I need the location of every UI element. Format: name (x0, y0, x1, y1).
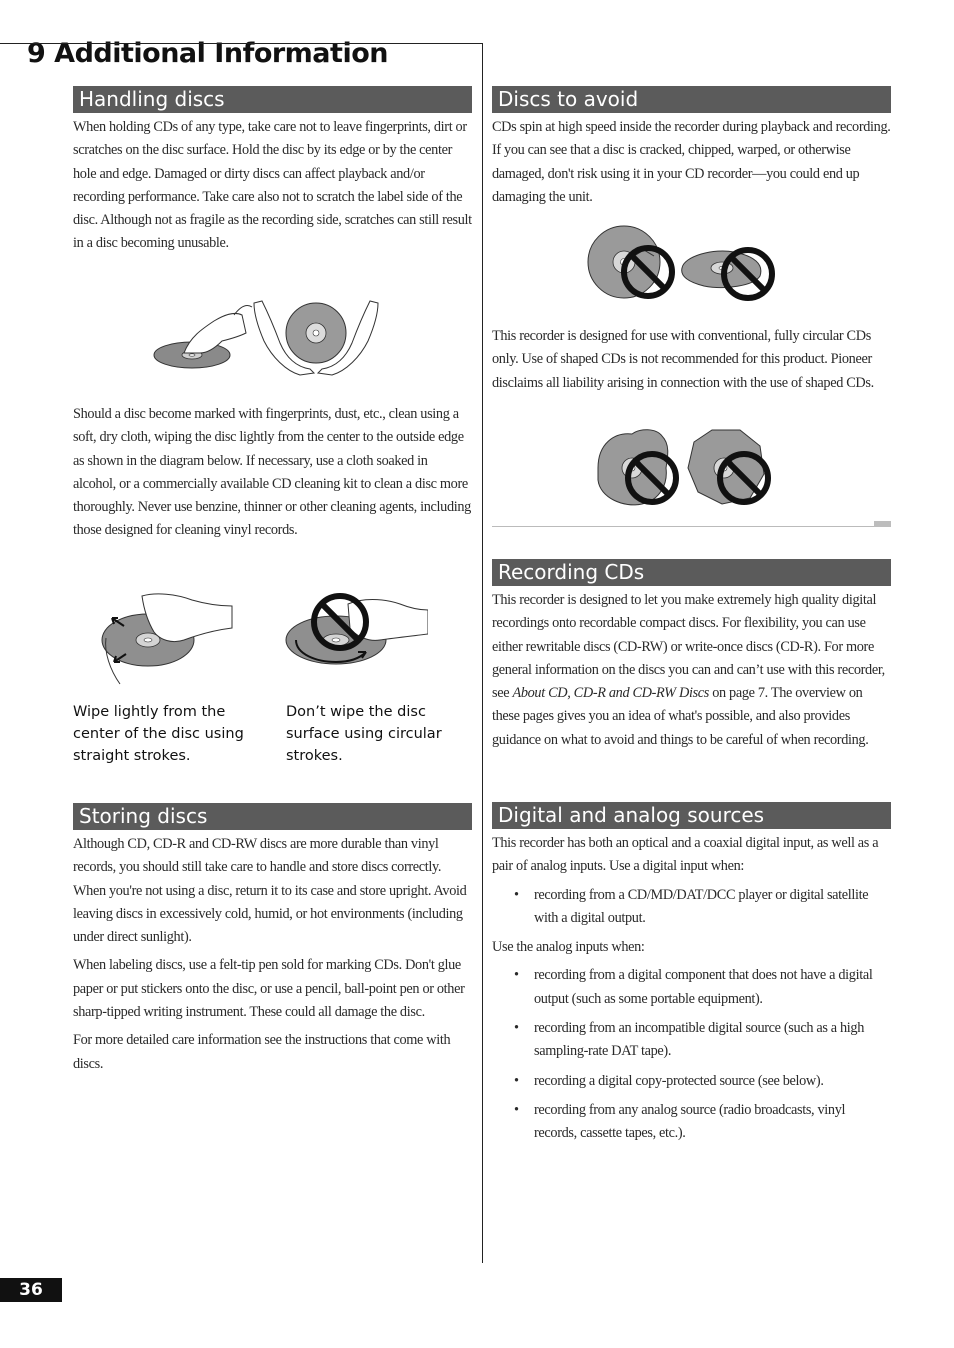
holding-disc-illustration (150, 293, 380, 379)
avoid-section (492, 86, 891, 209)
analog-input-list (492, 964, 891, 1145)
chapter-title: 9 Additional Information (27, 38, 388, 69)
wipe-circular-illustration (282, 588, 428, 688)
separator-marker (874, 521, 891, 527)
handling-paragraph-2: Should a disc become marked with fingerprints, dust, etc., clean using a soft, dry cloth, wiping the disc lightly from the center to the outside edge as shown in the diagram below. If necessary, use a cloth soaked in alcohol, or a commercially available CD cleaning kit to clean a disc more thoroughly. Never use benzine, thinner or other cleaning agents, including those designed for cleaning vinyl records. (73, 406, 471, 539)
sources-intro: This recorder has both an optical and a coaxial digital input, as well as a pair of analog inputs. Use a digital input when: (492, 835, 879, 875)
recording-section (492, 559, 891, 752)
avoid-paragraph-2: This recorder is designed for use with conventional, fully circular CDs only. Use of shaped CDs is not recommended for this product. Pioneer disclaims all liability arising in connection with the use of shaped CDs. (492, 328, 874, 391)
handling-paragraph-1: When holding CDs of any type, take care not to leave fingerprints, dirt or scratches on the disc surface. Hold the disc by its edge or by the center hole and edge. Damaged or dirty discs can affect playback and/or recording performance. Take care also not to scratch the label side of the disc. Although not as fragile as the recording side, scratches can still result in a disc becoming unusable. (73, 119, 472, 252)
analog-intro: Use the analog inputs when: (492, 939, 645, 956)
storing-section (73, 803, 472, 1076)
sources-section (492, 802, 891, 1152)
section-separator (492, 526, 891, 527)
section-heading-avoid: Discs to avoid (492, 86, 891, 113)
list-item: • recording a digital copy-protected source (see below). (492, 1070, 891, 1093)
cross-reference-link[interactable]: About CD, CD-R and CD-RW Discs (512, 685, 709, 702)
section-heading-recording: Recording CDs (492, 559, 891, 586)
recording-text-a: This recorder is designed to let you make extremely high quality digital recordings onto recordable compact discs. For flexibility, you can use either rewritable discs (CD-RW) or write-once discs (CD-R). For more general information on the discs you can and can’t use with this recorder, see (492, 592, 885, 702)
caption-circular-strokes: Don’t wipe the disc surface using circular strokes. (286, 704, 442, 764)
storing-paragraph-3: For more detailed care information see the instructions that come with discs. (73, 1032, 451, 1072)
bullet-icon: • (514, 1072, 519, 1089)
shaped-discs-illustration (590, 426, 776, 510)
caption-straight-strokes: Wipe lightly from the center of the disc using straight strokes. (73, 704, 244, 764)
disc-icon (286, 303, 346, 363)
list-item: • recording from any analog source (radio broadcasts, vinyl records, cassette tapes, etc.). (492, 1099, 891, 1146)
handling-section (73, 86, 472, 256)
caption-wipe-ok (73, 701, 253, 767)
page-number: 36 (0, 1278, 62, 1302)
section-heading-sources: Digital and analog sources (492, 802, 891, 829)
shaped-cds-block (492, 325, 891, 395)
section-heading-handling: Handling discs (73, 86, 472, 113)
bullet-icon: • (514, 1020, 519, 1037)
recording-paragraph (492, 589, 891, 752)
cleaning-block (73, 403, 472, 543)
damaged-discs-illustration (584, 220, 780, 304)
storing-paragraph-1: Although CD, CD-R and CD-RW discs are more durable than vinyl records, you should still take care to handle and store discs correctly. When you're not using a disc, return it to its case and store upright. Avoid leaving discs in excessively cold, humid, or hot environments (including under direct sunlight). (73, 836, 467, 946)
bullet-icon: • (514, 967, 519, 984)
hand-icon (142, 594, 232, 642)
top-rule (0, 43, 482, 44)
list-item: • recording from a CD/MD/DAT/DCC player or digital satellite with a digital output. (492, 884, 891, 931)
bullet-icon: • (514, 1101, 519, 1118)
section-heading-storing: Storing discs (73, 803, 472, 830)
disc-icon (682, 251, 761, 288)
bullet-icon: • (514, 886, 519, 903)
avoid-paragraph-1: CDs spin at high speed inside the recorder during playback and recording. If you can see that a disc is cracked, chipped, warped, or otherwise damaged, don't risk using it in your CD recorder—you could end up damaging the unit. (492, 119, 891, 205)
column-divider (482, 43, 483, 1263)
list-item: • recording from a digital component that does not have a digital output (such as some portable equipment). (492, 964, 891, 1011)
storing-paragraph-2: When labeling discs, use a felt-tip pen sold for marking CDs. Don't glue paper or put stickers onto the disc, or use a pencil, ball-point pen or other sharp-tipped writing instrument. These could all damage the disc. (73, 957, 465, 1021)
recording-text-b: on page 7. The overview on these pages gives you an idea of what's possible, and also provides guidance on what to avoid and things to be careful of when recording. (492, 685, 869, 748)
digital-input-list (492, 884, 891, 931)
caption-wipe-bad (286, 701, 466, 767)
list-item: • recording from an incompatible digital source (such as a high sampling-rate DAT tape). (492, 1017, 891, 1064)
wipe-straight-illustration (96, 588, 236, 688)
hand-icon (184, 313, 246, 353)
